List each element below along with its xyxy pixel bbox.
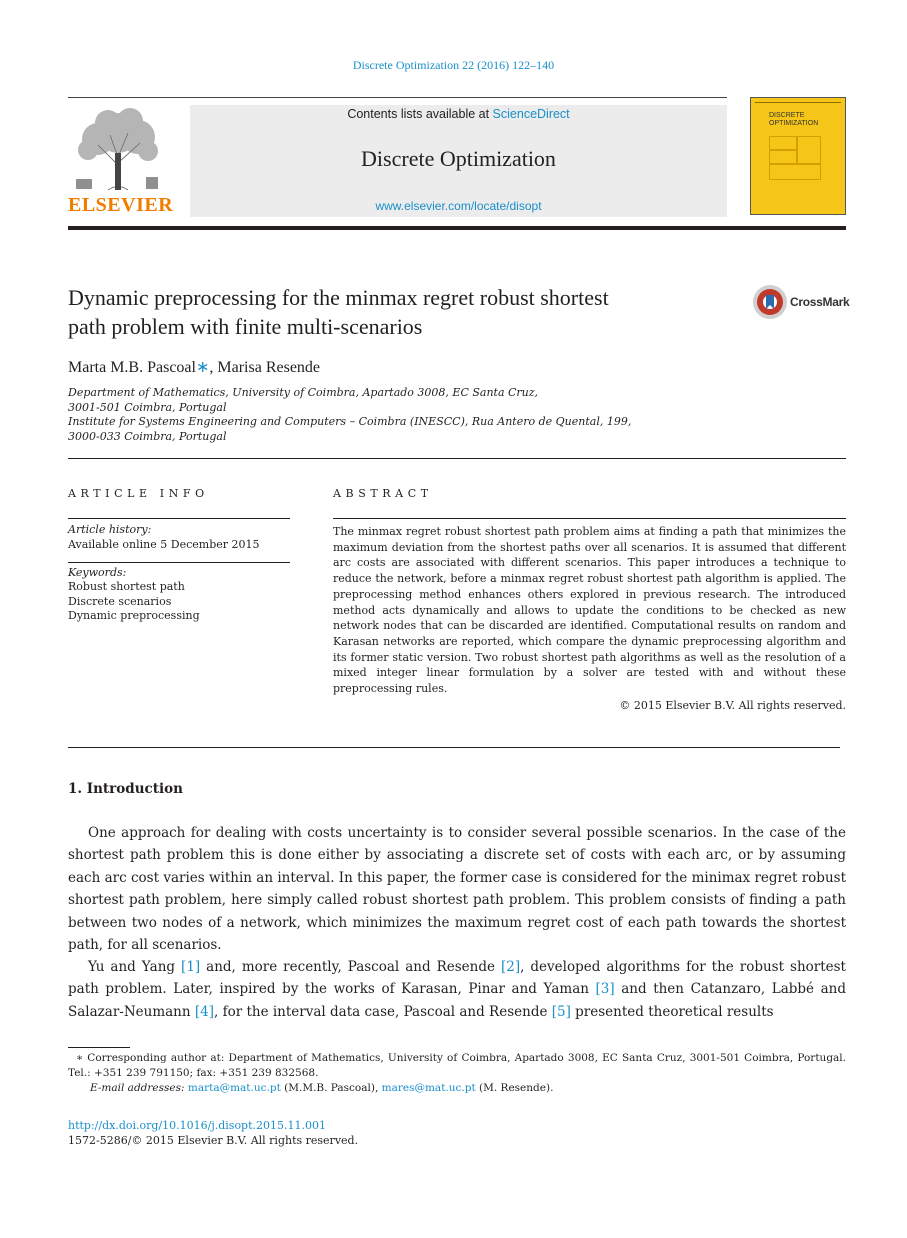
cover-box — [769, 150, 797, 164]
email-link[interactable]: mares@mat.uc.pt — [381, 1082, 476, 1094]
abstract-text: The minmax regret robust shortest path problem aims at finding a path that minimizes the maximum deviation from the shortest paths over all scenarios. It is assumed that different arc costs are associated with different scenarios. This paper introduces a technique to reduce the network, before a minmax regret robust shortest path algorithm is applied. The preprocessing method enhances others explored in previous research. The introduced method acts dynamically and allows to update the conditions to be checked as new network nodes that can be discarded are identified. Computational results on random and Karasan networks are reported, which compare the dynamic preprocessing algorithm and its former static version. Two robust shortest path algorithms as well as the resolution of a mixed integer linear formulation by a solver are tested with and without these preprocessing rules. — [333, 525, 846, 696]
crossmark-label: CrossMark — [790, 295, 850, 309]
contents-line: Contents lists available at ScienceDirect — [347, 107, 570, 121]
journal-cover — [750, 97, 846, 215]
abstract-rule — [333, 518, 846, 519]
article-title: Dynamic preprocessing for the minmax regret robust shortest path problem with finite multi-scenarios — [68, 285, 609, 339]
body-paragraph: One approach for dealing with costs uncertainty is to consider several possible scenarios. In the case of the shortest path problem this is done either by associating a discrete set of costs with each arc, or by assuming each arc cost varies within an interval. In this paper, the former case is considered for the minimax regret robust shortest path problem, here simply called robust shortest path problem. This problem consists of finding a path between two nodes of a network, which minimizes the maximum regret cost of each path towards the shortest path, for all scenarios. — [68, 825, 846, 954]
elsevier-tree-icon — [68, 105, 168, 195]
keyword: Discrete scenarios — [68, 595, 172, 608]
affiliation: Institute for Systems Engineering and Computers – Coimbra (INESCC), Rua Antero de Quental, 199, — [68, 415, 632, 428]
article-info-heading: ARTICLE INFO — [68, 487, 209, 500]
author-list: Marta M.B. Pascoal∗, Marisa Resende — [68, 359, 321, 376]
cover-box — [769, 136, 797, 150]
author-name: Marisa Resende — [217, 359, 321, 376]
citation-link[interactable]: [1] — [181, 959, 201, 975]
cover-title: DISCRETE OPTIMIZATION — [769, 112, 819, 127]
affiliation: 3001-501 Coimbra, Portugal — [68, 401, 227, 414]
citation-link[interactable]: [3] — [595, 981, 615, 998]
history-value: Available online 5 December 2015 — [68, 538, 260, 551]
sciencedirect-link[interactable]: ScienceDirect — [492, 107, 570, 121]
elsevier-wordmark: ELSEVIER — [68, 194, 174, 216]
abstract-copyright: © 2015 Elsevier B.V. All rights reserved. — [619, 699, 846, 712]
elsevier-logo — [68, 105, 174, 217]
corresponding-author-note: ∗ Corresponding author at: Department of Mathematics, University of Coimbra, Apartado 3008, EC Santa Cruz, 3001-501 Coimbra, Portugal. Tel.: +351 239 791150; fax: +351 239 832568. — [68, 1052, 846, 1079]
abstract-heading: ABSTRACT — [333, 487, 433, 500]
email-link[interactable]: marta@mat.uc.pt — [187, 1082, 281, 1094]
cover-box — [769, 164, 821, 180]
citation-link[interactable]: [5] — [551, 1003, 571, 1020]
journal-banner — [190, 105, 727, 217]
crossmark-icon — [752, 284, 788, 320]
journal-reference[interactable]: Discrete Optimization 22 (2016) 122–140 — [352, 58, 555, 72]
history-label: Article history: — [68, 523, 152, 536]
crossmark-badge[interactable] — [752, 284, 852, 322]
info-rule — [68, 518, 290, 519]
section-rule — [68, 458, 846, 459]
keywords-label: Keywords: — [68, 566, 127, 579]
keyword: Robust shortest path — [68, 580, 185, 593]
issn-line: 1572-5286/© 2015 Elsevier B.V. All rights reserved. — [68, 1134, 359, 1147]
citation-link[interactable]: [2] — [500, 959, 521, 975]
doi-link[interactable]: http://dx.doi.org/10.1016/j.disopt.2015.11.001 — [68, 1119, 327, 1132]
author-name: Marta M.B. Pascoal — [68, 359, 196, 376]
cover-box — [797, 136, 821, 164]
affiliation: Department of Mathematics, University of Coimbra, Apartado 3008, EC Santa Cruz, — [68, 386, 539, 399]
email-note: E-mail addresses: marta@mat.uc.pt (M.M.B. Pascoal), mares@mat.uc.pt (M. Resende). — [90, 1082, 554, 1094]
journal-url-link[interactable]: www.elsevier.com/locate/disopt — [375, 199, 542, 213]
keyword: Dynamic preprocessing — [68, 609, 200, 622]
corresponding-author-mark[interactable]: ∗ — [195, 359, 210, 376]
header-thick-rule — [68, 226, 846, 230]
journal-name: Discrete Optimization — [361, 146, 556, 171]
cover-top-bar — [755, 102, 841, 106]
affiliation: 3000-033 Coimbra, Portugal — [68, 430, 227, 443]
citation-link[interactable]: [4] — [194, 1003, 214, 1020]
section-heading: 1. Introduction — [68, 781, 183, 797]
info-rule — [68, 562, 290, 563]
footnote-rule — [68, 1047, 130, 1048]
section-rule — [68, 747, 840, 748]
body-paragraph: Yu and Yang [1] and, more recently, Pascoal and Resende [2], developed algorithms for the robust shortest path problem. Later, inspired by the works of Karasan, Pinar and Yaman [3] and then Catanzaro, Labbé and Salazar-Neumann [4], for the interval data case, Pascoal and Resende [5] presented theoretical results — [68, 959, 846, 1020]
header-top-rule — [68, 97, 727, 98]
